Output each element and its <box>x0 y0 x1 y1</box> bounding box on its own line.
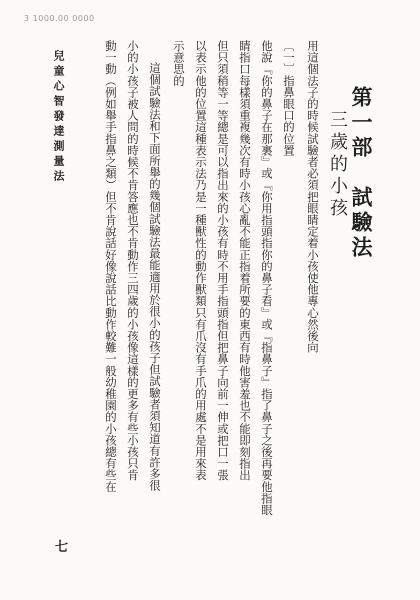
running-book-title: 兒童心智發達測量法 <box>52 50 65 185</box>
body-line: 示意思的 <box>172 40 186 87</box>
body-line: 用這個法子的時候試驗者必須把眼睛定着小孩使他專心然後向 <box>306 40 320 354</box>
body-line: 這個試驗法和下面所舉的幾個試驗法最能適用於很小的孩子但試驗者須知道有許多很 <box>148 62 162 492</box>
body-line: 以表示他的位置這種表示法乃是一種獸性的動作獸類只有爪沒有手爪的用處不是用來表 <box>194 40 208 481</box>
sub-title: 三歲的小孩 <box>327 110 348 220</box>
page-number: 七 <box>55 540 69 555</box>
library-stamp-text: 3 1000.00 0000 <box>24 14 95 23</box>
section-title: 第一部 試驗法 <box>349 86 374 261</box>
body-line: 動一動（例如舉手指鼻之類）但不肯說話好像說話比動作較難一般幼稚園的小孩總有些在 <box>104 40 118 493</box>
body-line: 睛指口每樣須重複幾次有時小孩心亂不能正指着所要的東西有時他害羞也不能即刻指出 <box>238 40 252 481</box>
item-heading: 〔一〕指鼻眼口的位置 <box>282 40 296 156</box>
body-line: 他說『你的鼻子在那裏』或『你用指頭指你的鼻子看』或『指鼻子』指了鼻子之後再要他指眼 <box>260 40 274 516</box>
body-line: 小的小孩子被人問的時候不肯答應也不肯動作三四歲的小孩像這樣的更多有些小孩只肯 <box>126 40 140 481</box>
body-line: 但只須稍等一等總是可以指出來的小孩有時不用手指頭指但把鼻子向前一伸或把口一張 <box>216 40 230 481</box>
